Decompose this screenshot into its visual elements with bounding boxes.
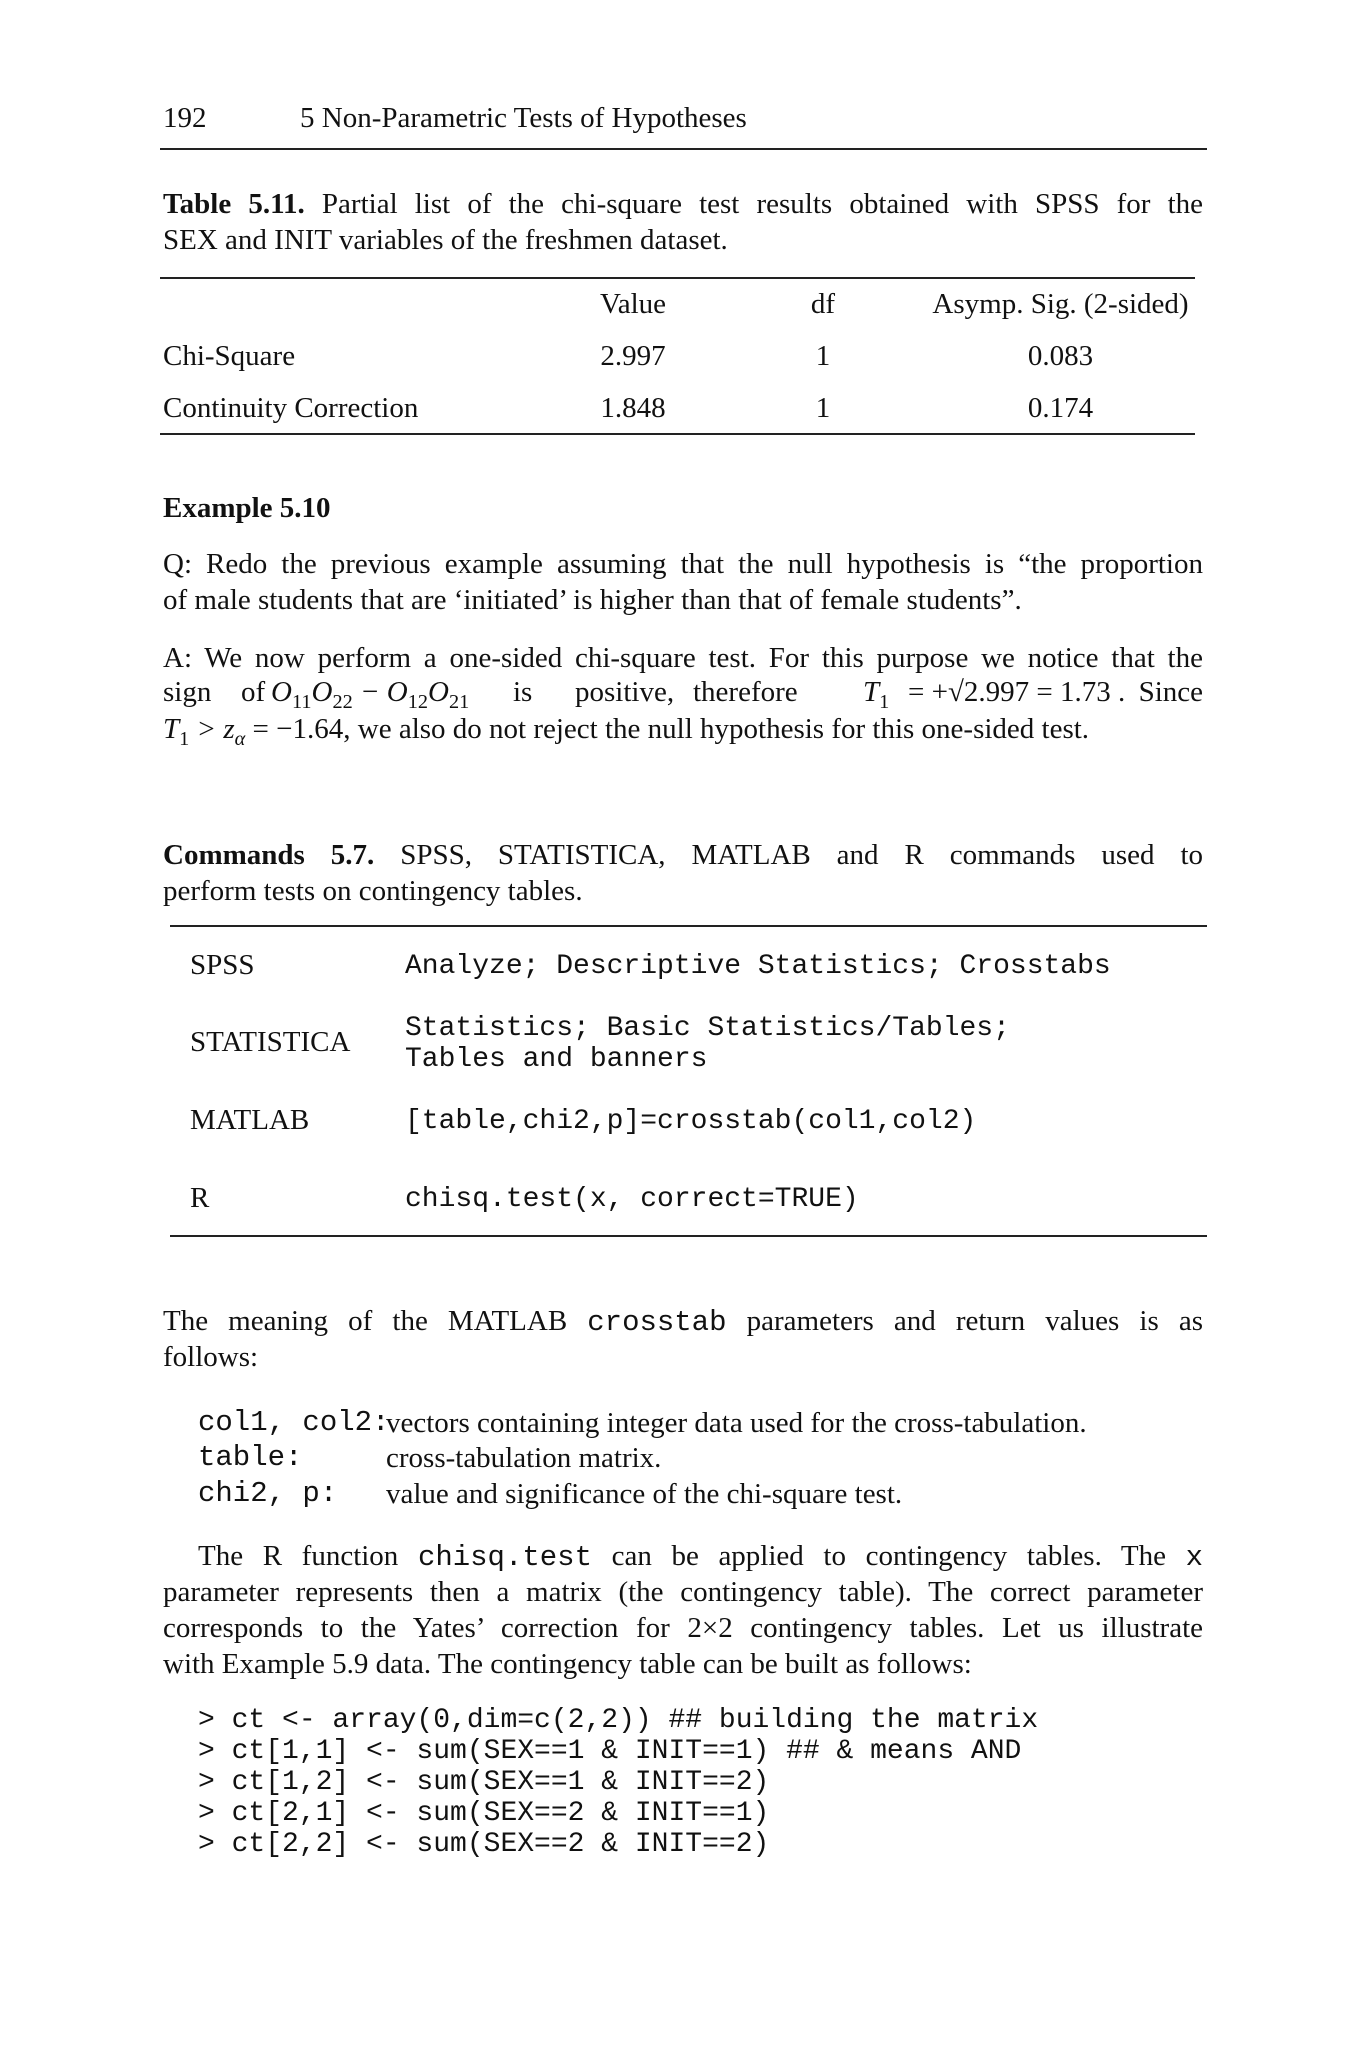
crosstab-code: crosstab xyxy=(587,1306,727,1339)
code-line: > ct <- array(0,dim=c(2,2)) ## building the matrix xyxy=(198,1705,1039,1736)
software-label: MATLAB xyxy=(190,1104,310,1136)
column-header-sig: Asymp. Sig. (2-sided) xyxy=(932,287,1189,320)
commands-caption xyxy=(163,837,1203,873)
software-label: R xyxy=(190,1182,210,1214)
r-paragraph-line-2: parameter represents then a matrix (the contingency table). The correct parameter xyxy=(163,1576,1203,1608)
column-header xyxy=(163,278,543,330)
column-header-df: df xyxy=(810,287,836,320)
code-line: > ct[2,2] <- sum(SEX==2 & INIT==2) xyxy=(198,1829,770,1860)
table-cell: 1 xyxy=(815,391,831,424)
chisq-test-code: chisq.test xyxy=(417,1541,592,1574)
word-sign: sign xyxy=(163,676,212,708)
table-bottom-rule xyxy=(160,433,1195,435)
answer-line-3-rest: = −1.64, we also do not reject the null hypothesis for this one-sided test. xyxy=(252,713,1090,745)
definition-desc: vectors containing integer data used for the cross-tabulation. xyxy=(386,1407,1087,1439)
r-paragraph-line-1 xyxy=(198,1538,1203,1576)
chi-square-results-table xyxy=(163,278,1198,434)
example-question-line-1: Q: Redo the previous example assuming that the null hypothesis is “the proportion xyxy=(163,548,1203,580)
command-text: Analyze; Descriptive Statistics; Crosstabs xyxy=(405,951,1111,982)
commands-bottom-rule xyxy=(170,1235,1207,1237)
commands-caption-label: Commands 5.7. xyxy=(163,839,375,871)
command-text: [table,chi2,p]=crosstab(col1,col2) xyxy=(405,1106,977,1137)
command-text-line-2: Tables and banners xyxy=(405,1044,708,1075)
table-caption xyxy=(163,186,1203,222)
example-answer-line-2 xyxy=(163,674,1203,714)
r-code-listing xyxy=(198,1705,1038,1860)
word-of: of xyxy=(241,676,266,708)
matlab-para-text: The meaning of the MATLAB xyxy=(163,1305,568,1337)
r-para-text-2: can be applied to contingency tables. The xyxy=(611,1540,1166,1572)
code-line: > ct[2,1] <- sum(SEX==2 & INIT==1) xyxy=(198,1798,770,1829)
example-title-text: Example 5.10 xyxy=(163,492,331,524)
word-is: is xyxy=(513,676,533,708)
example-question-line-2: of male students that are ‘initiated’ is higher than that of female students”. xyxy=(163,584,1022,616)
code-line: > ct[1,2] <- sum(SEX==1 & INIT==2) xyxy=(198,1767,770,1798)
command-text: chisq.test(x, correct=TRUE) xyxy=(405,1184,859,1215)
header-rule xyxy=(160,148,1207,150)
t1-result: = +√2.997 = 1.73 . xyxy=(908,676,1126,708)
matlab-paragraph-line-1 xyxy=(163,1303,1203,1341)
r-paragraph-line-4: with Example 5.9 data. The contingency table can be built as follows: xyxy=(163,1648,972,1680)
column-header-value: Value xyxy=(599,287,667,320)
software-label: SPSS xyxy=(190,949,255,981)
command-text: Statistics; Basic Statistics/Tables; xyxy=(405,1013,1010,1044)
r-para-text: The R function xyxy=(198,1540,399,1572)
example-title xyxy=(163,490,331,526)
word-since: Since xyxy=(1138,676,1203,708)
table-caption-text-1: Partial list of the chi-square test results obtained with SPSS for the xyxy=(321,188,1204,220)
code-line: > ct[1,1] <- sum(SEX==1 & INIT==1) ## & means AND xyxy=(198,1736,1022,1767)
table-cell: Chi-Square xyxy=(163,339,296,372)
definition-term: col1, col2: xyxy=(198,1406,390,1439)
word-positive: positive, xyxy=(575,676,675,708)
r-paragraph-line-3: corresponds to the Yates’ correction for 2×2 contingency tables. Let us illustrate xyxy=(163,1612,1203,1644)
example-answer-line-3 xyxy=(163,711,1203,752)
definition-desc: cross-tabulation matrix. xyxy=(386,1442,662,1474)
page-number: 192 xyxy=(163,102,207,134)
table-cell: Continuity Correction xyxy=(163,391,419,424)
table-header-row xyxy=(163,278,1198,330)
matlab-paragraph-line-2: follows: xyxy=(163,1341,259,1373)
table-cell: 0.083 xyxy=(1027,339,1094,372)
t1-symbol: $T_1$ xyxy=(863,676,890,713)
table-caption-line-2: SEX and INIT variables of the freshmen dataset. xyxy=(163,224,728,256)
table-caption-label: Table 5.11. xyxy=(163,188,305,220)
table-cell: 1 xyxy=(815,339,831,372)
commands-caption-text-1: SPSS, STATISTICA, MATLAB and R commands used to xyxy=(400,839,1203,871)
table-cell: 0.174 xyxy=(1027,391,1094,424)
word-therefore: therefore xyxy=(693,676,798,708)
software-label: STATISTICA xyxy=(190,1026,351,1058)
matlab-para-text-2: parameters and return values is as xyxy=(746,1305,1204,1337)
definition-term: table: xyxy=(198,1441,303,1474)
table-cell: 2.997 xyxy=(600,339,666,372)
table-cell: 1.848 xyxy=(600,391,666,424)
commands-top-rule xyxy=(170,925,1207,927)
commands-caption-line-2: perform tests on contingency tables. xyxy=(163,875,583,907)
table-row xyxy=(163,330,1198,382)
definition-term: chi2, p: xyxy=(198,1477,338,1510)
example-answer-line-1: A: We now perform a one-sided chi-square test. For this purpose we notice that the xyxy=(163,642,1203,674)
definition-desc: value and significance of the chi-square test. xyxy=(386,1478,903,1510)
x-code: x xyxy=(1185,1541,1204,1574)
table-row xyxy=(163,382,1198,434)
t1-gt-z-alpha: $T_1 > z_\alpha$ xyxy=(163,713,246,750)
chapter-title: 5 Non-Parametric Tests of Hypotheses xyxy=(300,102,747,134)
expression-o11o22-minus-o12o21: $O_{11}O_{22} - O_{12}O_{21}$ xyxy=(271,676,470,713)
